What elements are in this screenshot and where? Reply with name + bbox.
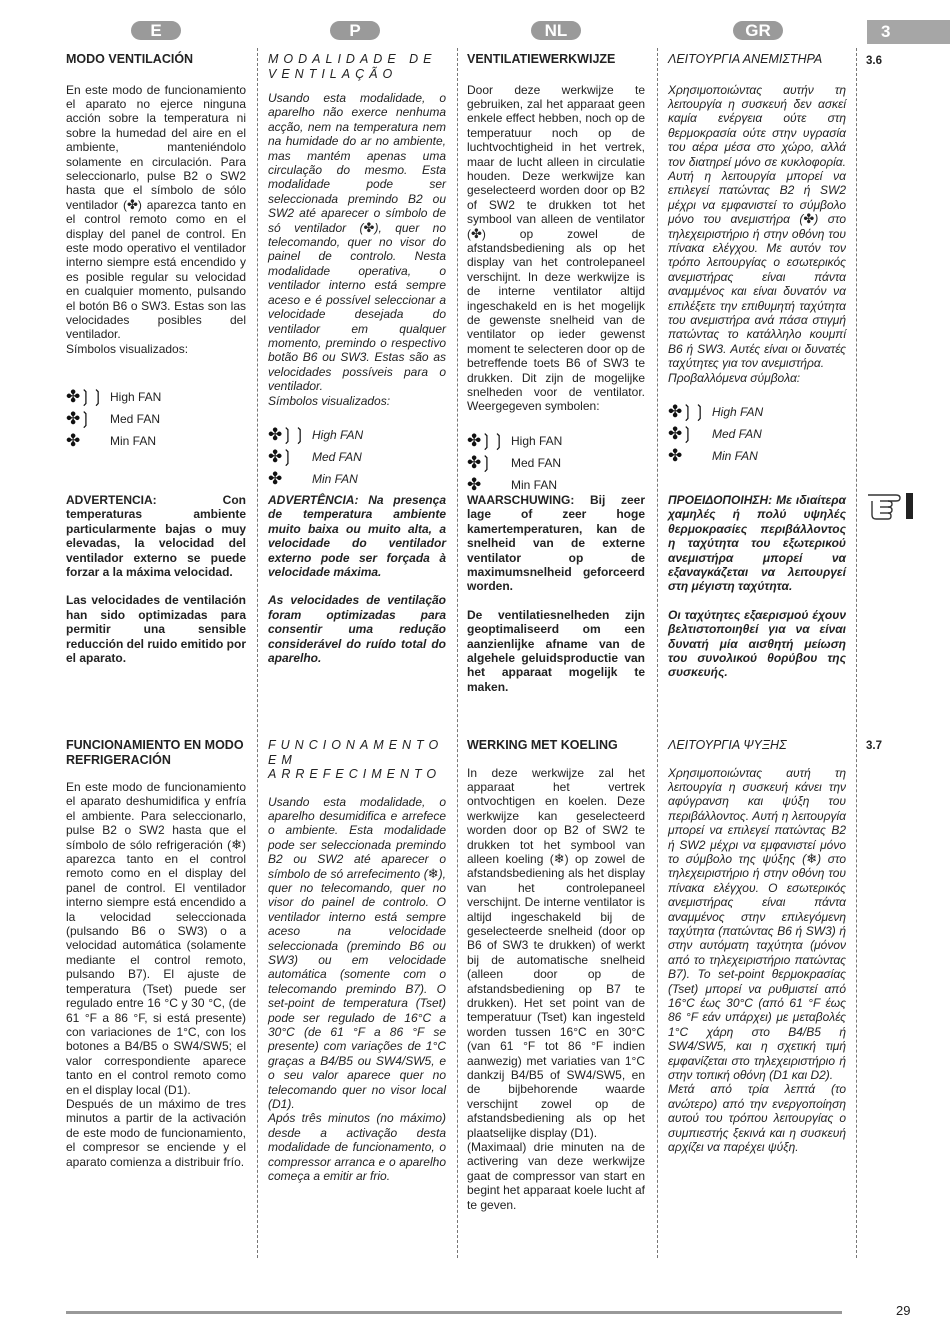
gr-fan-speed-list: ✤❳❳ High FAN ✤❳ Med FAN ✤ Min FAN [668,401,764,465]
fan-min-icon: ✤ [467,474,480,494]
page-number: 29 [896,1303,911,1318]
snowflake-icon: ❄ [427,865,439,881]
column-divider [657,48,658,1258]
es-cool-body: En este modo de funcionamiento el aparato deshumidifica y enfría el ambiente. Para seleccionarlo, pulse B2 o SW2 hasta que el símbolo de sólo refrigeración (❄) aparezca tanto en el control remoto como en el display del panel de control. El ventilador interno siempre está encendido a la velocidad seleccionada (pulsando B6 o SW3) o a velocidad automática (solamente mediante el control remoto, pulsando B7). El ajuste de temperatura (Tset) puede ser regulado entre 16 °C y 30 °C, (de 61 °F a 86 °F, si está presente) con variaciones de 1°C, con los botones a B4/B5 o SW4/SW5; el valor correspondiente aparece tanto en el control remoto como en el display local (D1). [66,780,246,1097]
pt-fan-speed-list: ✤❳❳ High FAN ✤❳ Med FAN ✤ Min FAN [268,424,364,488]
fan-high-icon: ✤❳❳ [668,401,705,421]
language-tab-pt: P [330,21,380,40]
nl-fan-section [467,52,645,496]
chapter-tab: 3 [867,20,950,44]
nl-cool-body-2: (Maximaal) drie minuten na de activering van deze werkwijze gaat de compressor van start en begint het apparaat koele lucht af te geven. [467,1140,645,1212]
pt-cool-body-2: Após três minutos (no máximo) desde a activação desta modalidade de funcionamento, o compressor arranca e o aparelho começa a emitir ar frio. [268,1111,446,1184]
footer-rule [66,1311,842,1314]
es-warning: ADVERTENCIA: Con temperaturas ambiente particularmente bajas o muy elevadas, la velocidad del ventilador externo se puede forzar a la máxima velocidad. Las velocidades de ventilación han sido optimizadas para permitir una sensible reducción del ruido emitido por el aparato. [66,493,247,666]
fan-med-icon: ✤❳ [268,446,293,466]
nl-fan-title: VENTILATIEWERKWIJZE [467,52,616,66]
nl-fan-speed-list: ✤❳❳ High FAN ✤❳ Med FAN ✤ Min FAN [467,430,563,494]
column-divider [257,48,258,1258]
language-tab-nl: NL [531,21,581,40]
fan-min-icon: ✤ [668,445,681,465]
pt-cool-body: Usando esta modalidade, o aparelho desumidifica e arrefece o ambiente. Esta modalidade pode ser seleccionada premindo B2 ou SW2 até aparecer o símbolo de só arrefecimento (❄), quer no telecomando, quer no visor do painel de controlo. O ventilador interno está sempre aceso na velocidade seleccionada (premindo B6 ou SW3) ou em velocidade automática (somente com o telecomando premindo B7). O set-point de temperatura (Tset) pode ser regulado de 16°C a 30°C (de 61 °F a 86 °F se presente) com variações de 1°C graças a B4/B5 ou SW4/SW5, e o seu valor aparece quer no telecomando quer no visor local (D1). [268,794,446,1112]
es-fan-title: MODO VENTILACIÓN [66,52,194,66]
language-tab-gr: GR [733,21,783,40]
pt-cool-title: FUNCIONAMENTO EM ARREFECIMENTO [268,738,444,781]
es-cool-section [66,738,246,1169]
nl-fan-body: Door deze werkwijze te gebruiken, zal het apparaat geen enkele effect hebben, noch op de temperatuur noch op de luchtvochtigheid in het vertrek, maar de lucht alleen in circulatie houden. Deze werkwijze kan geselecteerd worden door op B2 of SW2 te drukken tot het symbool van alleen de ventilator (✤) op zowel de afstandsbediening als op het display van het controlepaneel verschijnt. In deze werkwijze is de interne ventilator altijd ingeschakeld en is het mogelijk de gewenste snelheid van de ventilator op ieder gewenst moment te selecteren door op de betreffende toets B6 of SW3 te drukken. Dit zijn de mogelijke snelheden voor de ventilator. Weergegeven symbolen: [467,82,645,414]
pt-fan-body: Usando esta modalidade, o aparelho não exerce nenhuma acção, nem na temperatura nem na humidade do ar no ambiente, mas mantém apenas uma circulação do mesmo. Esta modalidade pode ser seleccionada premindo B2 ou SW2 até aparecer o símbolo de só ventilador (✤), quer no telecomando, quer no visor do painel de controlo. Nesta modalidade operativa, o ventilador interno está sempre aceso e é possível seleccionar a velocidade desejada do ventilador em qualquer momento, premindo o respectivo botão B6 ou SW3. Estas são as velocidades possíveis para o ventilador. [268,91,446,394]
fan-high-icon: ✤❳❳ [66,387,103,407]
gr-fan-body: Χρησιμοποιώντας αυτήν τη λειτουργία η συσκευή δεν ασκεί καμία ενέργεια ούτε στη θερμοκρασία ούτε στην υγρασία του αέρα μέσα στο χώρο, αλλά τον διατηρεί μόνο σε κυκλοφορία. Αυτή η λειτουργία μπορεί να επιλεγεί πατώντας B2 ή SW2 μέχρι να εμφανιστεί το σύμβολο μόνο του ανεμιστήρα (✤) στο τηλεχειριστήριο ή στην οθόνη του πίνακα ελέγχου. Με αυτόν τον τρόπο λειτουργίας ο εσωτερικός ανεμιστήρας είναι πάντα αναμμένος και είναι δυνατόν να επιλέξετε την επιθυμητή ταχύτητα του ανεμιστήρα ανά πάσα στιγμή πατώντας το κατάλληλο κουμπί B6 ή SW3. Αυτές είναι οι δυνατές ταχύτητες για τον ανεμιστήρα. [668,82,846,371]
es-fan-symbols: Símbolos visualizados: [66,341,189,356]
pointing-hand-icon [866,489,922,521]
fan-med-icon: ✤❳ [467,452,492,472]
gr-cool-section [668,738,846,1154]
column-divider [457,48,458,1258]
gr-cool-body: Χρησιμοποιώντας αυτή τη λειτουργία η συσκευή κάνει την αφύγρανση και ψύξη του περιβάλλοντος. Αυτή η λειτουργία μπορεί να επιλεγεί πατώντας B2 ή SW2 μέχρι να εμφανιστεί μόνο το σύμβολο της ψύξης (❄) στο τηλεχειριστήριο ή στην οθόνη του πίνακα ελέγχου. Ο εσωτερικός ανεμιστήρας είναι πάντα αναμμένος στην επιλεγόμενη ταχύτητα (πατώντας B6 ή SW3) ή στην αυτόματη ταχύτητα (μόνον από το τηλεχειριστήριο πατώντας B7). Το set-point θερμοκρασίας (Tset) μπορεί να ρυθμιστεί από 16°C έως 30°C (από 61 °F έως 86 °F εάν υπάρχει) με μεταβολές 1°C χάρη στο B4/B5 ή SW4/SW5, και η σχετική τιμή εμφανίζεται στο τηλεχειριστήριο ή στην τοπική οθόνη (D1 και D2). [668,765,846,1083]
section-number-3-7: 3.7 [866,740,882,752]
nl-cool-title: WERKING MET KOELING [467,738,618,752]
nl-cool-body: In deze werkwijze zal het apparaat het vertrek ontvochtigen en koelen. Deze werkwijze kan geselecteerd worden door op B2 of SW2 te drukken tot het symbool van alleen koeling (❄) op zowel de afstandsbediening als het display van het controlepaneel verschijnt. De interne ventilator is altijd ingeschakeld bij de geselecteerde snelheid (door op B6 of SW3 te drukken) of werkt bij de automatische snelheid (alleen door op de afstandsbediening op B7 te drukken). Het set point van de temperatuur (Tset) kan ingesteld worden tussen 16°C en 30°C (van 61 °F tot 86 °F indien aanwezig) met variaties van 1°C dankzij B4/B5 of SW4/SW5, en de bijbehorende waarde verschijnt zowel op de afstandsbediening als op het plaatselijke display (D1). [467,765,645,1140]
es-cool-body-2: Después de un máximo de tres minutos a partir de la activación de este modo de funcionamiento, el compresor se enciende y el aparato comienza a distribuir frío. [66,1096,246,1169]
language-tab-es: E [131,21,181,40]
fan-icon: ✤ [363,219,375,235]
es-fan-body: En este modo de funcionamiento el aparato no ejerce ninguna acción sobre la temperatura ni sobre la humedad del aire en el ambiente, manteniéndolo solamente en circulación. Para seleccionarlo, pulse B2 o SW2 hasta que el símbolo de sólo ventilador (✤) aparezca tanto en el control remoto como en el display del panel de control. En este modo operativo el ventilador interno siempre está encendido y es posible regular su velocidad en cualquier momento, pulsando el botón B6 o SW3. Estas son las velocidades posibles del ventilador. [66,82,246,342]
fan-icon: ✤ [803,211,815,227]
pt-cool-section [268,738,446,1183]
column-divider [856,48,857,1258]
gr-fan-symbols: Προβαλλόμενα σύμβολα: [668,370,801,385]
gr-cool-title: ΛΕΙΤΟΥΡΓΙΑ ΨΥΞΗΣ [668,738,787,752]
fan-high-icon: ✤❳❳ [467,430,504,450]
fan-med-icon: ✤❳ [668,423,693,443]
fan-min-icon: ✤ [66,431,79,451]
fan-min-icon: ✤ [268,468,281,488]
section-number-3-6: 3.6 [866,55,882,67]
snowflake-icon: ❄ [553,850,565,866]
nl-cool-section [467,738,645,1212]
gr-fan-title: ΛΕΙΤΟΥΡΓΙΑ ΑΝΕΜΙΣΤΗΡΑ [668,52,823,66]
fan-med-icon: ✤❳ [66,409,91,429]
snowflake-icon: ❄ [806,850,818,866]
gr-warning: ΠΡΟΕΙΔΟΠΟΙΗΣΗ: Με ιδιαίτερα χαμηλές ή πολύ υψηλές θερμοκρασίες περιβάλλοντος η ταχύτητα του εξωτερικού ανεμιστήρα μπορεί να εξαναγκάζεται να λειτουργεί στη μέγιστη ταχύτητα. Οι ταχύτητες εξαερισμού έχουν βελτιστοποιηθεί για να είναι δυνατή μία αισθητή μείωση του συνολικού θορύβου της συσκευής. [668,493,846,680]
gr-fan-section [668,52,846,467]
fan-high-icon: ✤❳❳ [268,424,305,444]
snowflake-icon: ❄ [231,836,242,852]
es-cool-title: FUNCIONAMIENTO EN MODO REFRIGERACIÓN [66,738,244,767]
fan-icon: ✤ [126,196,138,212]
pt-fan-symbols: Símbolos visualizados: [268,393,391,408]
pt-warning: ADVERTÊNCIA: Na presença de temperatura ambiente muito baixa ou muito alta, a velocidade do ventilador externo pode ser forçada à velocidade máxima. As velocidades de ventilação foram optimizadas para consentir uma redução considerável do ruído total do aparelho. [268,493,446,666]
pt-fan-section [268,52,446,490]
gr-cool-body-2: Μετά από τρία λεπτά (το ανώτερο) από την ενεργοποίηση αυτού του τρόπου λειτουργίας ο συμπιεστής ξεκινά και η συσκευή αρχίζει να παρέχει ψύξη. [668,1082,846,1155]
es-fan-section [66,52,246,452]
nl-warning: WAARSCHUWING: Bij zeer lage of zeer hoge kamertemperaturen, kan de snelheid van de externe ventilator op de maximumsnelheid geforceerd worden. De ventilatiesnelheden zijn geoptimaliseerd om een aanzienlijke afname van de algehele geluidsproductie van het apparaat mogelijk te maken. [467,493,645,694]
es-fan-speed-list: ✤❳❳ High FAN ✤❳ Med FAN ✤ Min FAN [66,387,162,451]
pt-fan-title: MODALIDADE DE VENTILAÇÃO [268,52,437,81]
fan-icon: ✤ [471,225,482,241]
